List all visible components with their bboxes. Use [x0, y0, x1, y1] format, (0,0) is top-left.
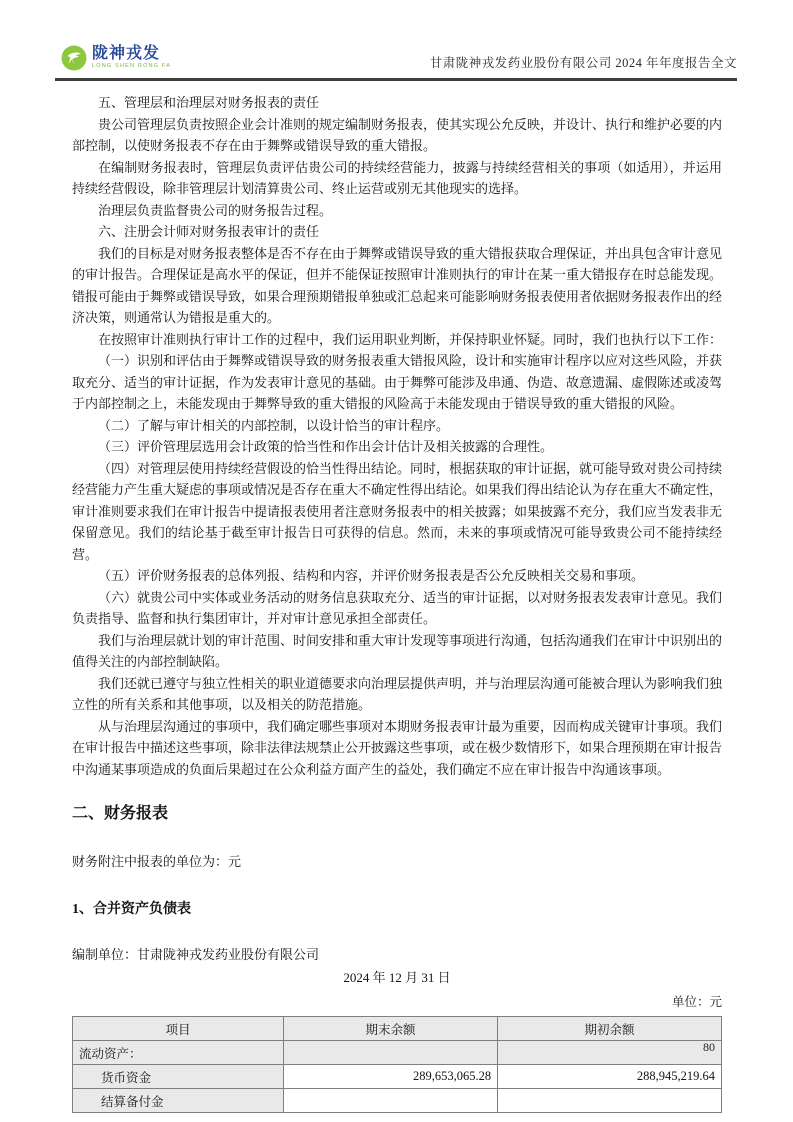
page-number: 80 — [703, 1040, 715, 1054]
cell-item: 结算备付金 — [73, 1089, 284, 1113]
cell-item: 流动资产： — [73, 1041, 284, 1065]
unit-label: 单位：元 — [671, 994, 722, 1009]
paragraph: （一）识别和评估由于舞弊或错误导致的财务报表重大错报风险，设计和实施审计程序以应对这些风险，并获取充分、适当的审计证据，作为发表审计意见的基础。由于舞弊可能涉及串通、伪造、故意遗漏、虚假陈述或凌驾于内部控制之上，未能发现由于舞弊导致的重大错报的风险高于未能发现由于错误导致的重大错报的风险。 — [72, 353, 723, 411]
paragraph: 我们与治理层就计划的审计范围、时间安排和重大审计发现等事项进行沟通，包括沟通我们在审计中识别出的值得关注的内部控制缺陷。 — [72, 632, 723, 669]
paragraph: 我们还就已遵守与独立性相关的职业道德要求向治理层提供声明，并与治理层沟通可能被合理认为影响我们独立性的所有关系和其他事项，以及相关的防范措施。 — [72, 675, 723, 712]
prepared-by: 编制单位：甘肃陇神戎发药业股份有限公司 — [72, 947, 320, 962]
column-header-beginning-balance: 期初余额 — [498, 1017, 722, 1041]
cell-ending-balance — [283, 1041, 497, 1065]
cell-ending-balance: 289,653,065.28 — [283, 1065, 497, 1089]
paragraph: （六）就贵公司中实体或业务活动的财务信息获取充分、适当的审计证据，以对财务报表发表审计意见。我们负责指导、监督和执行集团审计，并对审计意见承担全部责任。 — [72, 589, 723, 626]
logo-mark-icon — [61, 45, 87, 71]
unit-note: 财务附注中报表的单位为：元 — [72, 853, 242, 869]
audit-section-5-title: 五、管理层和治理层对财务报表的责任 — [98, 95, 320, 110]
cell-beginning-balance — [498, 1089, 722, 1113]
audit-section-6-title: 六、注册会计师对财务报表审计的责任 — [98, 224, 320, 239]
paragraph: 在按照审计准则执行审计工作的过程中，我们运用职业判断，并保持职业怀疑。同时，我们也执行以下工作： — [98, 331, 723, 347]
report-title: 甘肃陇神戎发药业股份有限公司 2024 年年度报告全文 — [429, 56, 737, 70]
paragraph: 在编制财务报表时，管理层负责评估贵公司的持续经营能力，披露与持续经营相关的事项（如适用），并运用持续经营假设，除非管理层计划清算贵公司、终止运营或别无其他现实的选择。 — [72, 159, 722, 196]
column-header-ending-balance: 期末余额 — [283, 1017, 497, 1041]
cell-ending-balance — [283, 1089, 497, 1113]
statement-date: 2024 年 12 月 31 日 — [343, 970, 451, 985]
company-logo — [61, 45, 171, 71]
financial-statements-heading: 二、财务报表 — [72, 805, 169, 822]
paragraph: （二）了解与审计相关的内部控制，以设计恰当的审计程序。 — [98, 417, 450, 433]
report-header — [55, 42, 737, 81]
paragraph: （四）对管理层使用持续经营假设的恰当性得出结论。同时，根据获取的审计证据，就可能导致对贵公司持续经营能力产生重大疑虑的事项或情况是否存在重大不确定性得出结论。如果我们得出结论认为存在重大不确定性，审计准则要求我们在审计报告中提请报表使用者注意财务报表中的相关披露；如果披露不充分，我们应当发表非无保留意见。我们的结论基于截至审计报告日可获得的信息。然而，未来的事项或情况可能导致贵公司不能持续经营。 — [72, 460, 723, 562]
balance-sheet-table — [72, 1016, 722, 1113]
paragraph: 治理层负责监督贵公司的财务报告过程。 — [98, 202, 333, 218]
logo-text-cn: 陇神戎发 — [92, 45, 161, 63]
cell-beginning-balance: 288,945,219.64 — [498, 1065, 722, 1089]
table-row-cash — [73, 1065, 722, 1089]
paragraph: （五）评价财务报表的总体列报、结构和内容，并评价财务报表是否公允反映相关交易和事项。 — [98, 568, 645, 583]
logo-text-en: LONG SHEN RONG FA — [92, 63, 172, 70]
cell-beginning-balance — [498, 1041, 722, 1065]
cell-item: 货币资金 — [73, 1065, 284, 1089]
logo-text — [92, 46, 171, 70]
paragraph: 从与治理层沟通过的事项中，我们确定哪些事项对本期财务报表审计最为重要，因而构成关键审计事项。我们在审计报告中描述这些事项，除非法律法规禁止公开披露这些事项，或在极少数情形下，如果合理预期在审计报告中沟通某事项造成的负面后果超过在公众利益方面产生的益处，我们确定不应在审计报告中沟通该事项。 — [72, 718, 723, 777]
table-row-current-assets — [73, 1041, 722, 1065]
document-body — [72, 92, 722, 1113]
table-header-row — [73, 1017, 722, 1041]
table-row-settlement-reserves — [73, 1089, 722, 1113]
paragraph: （三）评价管理层选用会计政策的恰当性和作出会计估计及相关披露的合理性。 — [98, 439, 554, 454]
paragraph: 贵公司管理层负责按照企业会计准则的规定编制财务报表，使其实现公允反映，并设计、执行和维护必要的内部控制，以使财务报表不存在由于舞弊或错误导致的重大错报。 — [72, 116, 723, 153]
balance-sheet-subheading: 1、合并资产负债表 — [72, 901, 191, 917]
paragraph: 我们的目标是对财务报表整体是否不存在由于舞弊或错误导致的重大错报获取合理保证，并出具包含审计意见的审计报告。合理保证是高水平的保证，但并不能保证按照审计准则执行的审计在某一重大错报存在时总能发现。错报可能由于舞弊或错误导致，如果合理预期错报单独或汇总起来可能影响财务报表使用者依据财务报表作出的经济决策，则通常认为错报是重大的。 — [72, 245, 723, 325]
column-header-item: 项目 — [73, 1017, 284, 1041]
